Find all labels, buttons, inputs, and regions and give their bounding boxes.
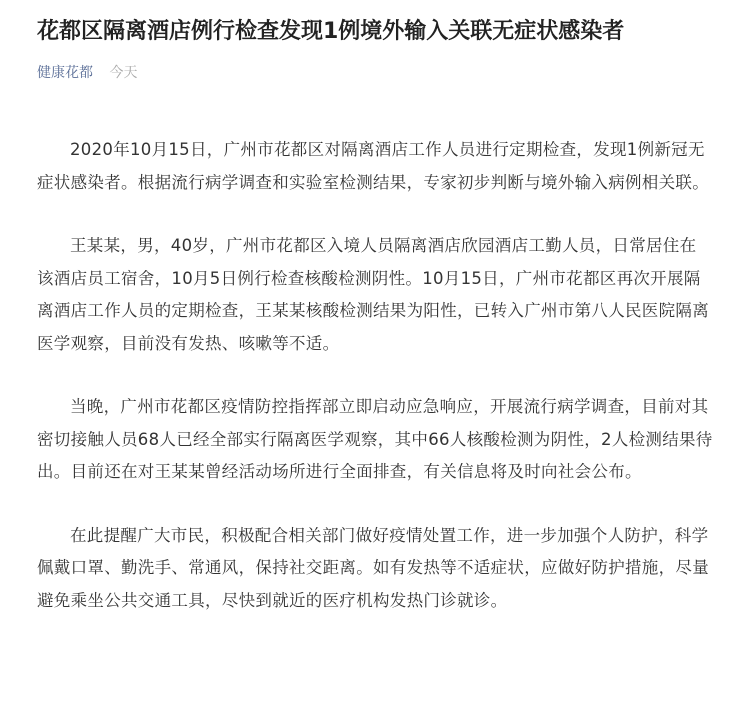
publish-time: 今天 [109, 65, 138, 81]
article-body [37, 134, 713, 648]
article-title: 花都区隔离酒店例行检查发现1例境外输入关联无症状感染者 [37, 19, 625, 44]
paragraph: 在此提醒广大市民，积极配合相关部门做好疫情处置工作，进一步加强个人防护，科学佩戴口罩、勤洗手、常通风，保持社交距离。如有发热等不适症状，应做好防护措施，尽量避免乘坐公共交通工具，尽快到就近的医疗机构发热门诊就诊。 [37, 525, 709, 610]
paragraph: 2020年10月15日，广州市花都区对隔离酒店工作人员进行定期检查，发现1例新冠无症状感染者。根据流行病学调查和实验室检测结果，专家初步判断与境外输入病例相关联。 [37, 140, 709, 192]
article-meta [37, 63, 137, 83]
paragraph: 当晚，广州市花都区疫情防控指挥部立即启动应急响应，开展流行病学调查，目前对其密切接触人员68人已经全部实行隔离医学观察，其中66人核酸检测为阴性，2人检测结果待出。目前还在对王某某曾经活动场所进行全面排查，有关信息将及时向社会公布。 [37, 397, 713, 481]
account-name-link[interactable]: 健康花都 [37, 65, 93, 81]
paragraph: 王某某，男，40岁，广州市花都区入境人员隔离酒店欣园酒店工勤人员，日常居住在该酒店员工宿舍，10月5日例行检查核酸检测阴性。10月15日，广州市花都区再次开展隔离酒店工作人员的定期检查，王某某核酸检测结果为阳性，已转入广州市第八人民医院隔离医学观察，目前没有发热、咳嗽等不适。 [37, 236, 709, 353]
